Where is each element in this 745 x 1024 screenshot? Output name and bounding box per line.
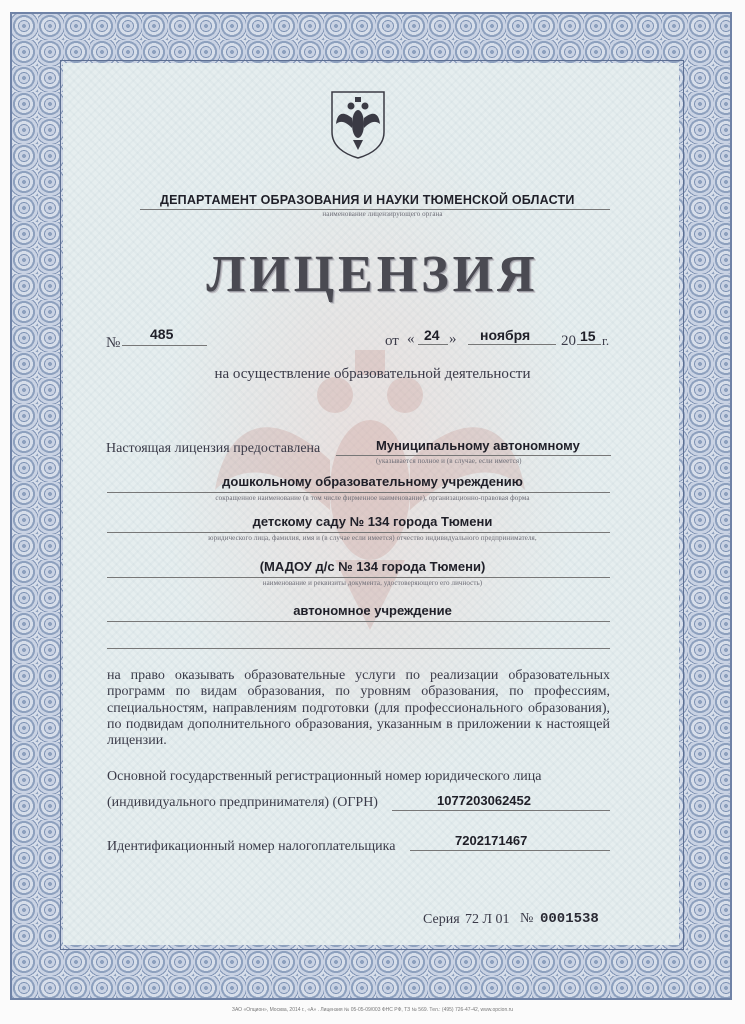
number-label: №	[106, 335, 121, 351]
series-number-label: №	[520, 911, 534, 926]
licensee-caption-3: юридического лица, фамилия, имя и (в случае если имеется) отчество индивидуального предпринимателя,	[208, 534, 537, 542]
licensee-underline-4	[107, 577, 610, 578]
quote-open: «	[407, 331, 415, 347]
licensee-caption-2: сокращенное наименование (в том числе фирменное наименование), организационно-правовая форма	[215, 494, 530, 502]
licensee-line-4: (МАДОУ д/с № 134 города Тюмени)	[259, 559, 486, 574]
licensee-line-2: дошкольному образовательному учреждению	[222, 474, 523, 489]
ogrn-underline	[392, 810, 610, 811]
licensee-line-3: детскому саду № 134 города Тюмени	[252, 514, 493, 529]
department-caption: наименование лицензирующего органа	[322, 210, 443, 218]
rights-paragraph: на право оказывать образовательные услуги по реализации образовательных программ по видам образования, по уровням образования, по профессиям, специальностям, направлениям подготовки (для профессионального образования), по подвидам дополнительного образования, указанным в приложении к настоящей лицензии.	[107, 668, 610, 749]
year-suffix: 15	[580, 328, 596, 344]
year-unit: г.	[602, 333, 610, 348]
year-underline	[577, 344, 601, 345]
date-day: 24	[424, 327, 440, 343]
series-number: 0001538	[540, 911, 599, 927]
eagle-watermark-icon	[205, 340, 535, 640]
date-from-label: от	[385, 333, 399, 349]
date-month: ноября	[480, 327, 531, 343]
licensee-underline-3	[107, 532, 610, 533]
document-title: ЛИЦЕНЗИЯ	[206, 246, 539, 303]
ogrn-label-2: (индивидуального предпринимателя) (ОГРН)	[107, 795, 378, 810]
year-prefix: 20	[561, 333, 576, 349]
series-value: 72 Л 01	[465, 912, 510, 927]
number-underline	[122, 345, 207, 346]
licensee-underline-2	[107, 492, 610, 493]
license-purpose: на осуществление образовательной деятельности	[214, 366, 531, 382]
inn-value: 7202171467	[455, 833, 528, 848]
licensee-underline-1	[336, 455, 611, 456]
series-label: Серия	[423, 912, 460, 927]
quote-close: »	[449, 331, 457, 347]
month-underline	[468, 344, 556, 345]
licensee-caption-1: (указывается полное и (в случае, если имеется)	[376, 457, 522, 465]
license-number: 485	[150, 326, 174, 342]
inn-underline	[410, 850, 610, 851]
licensee-underline-5	[107, 621, 610, 622]
licensee-line-1: Муниципальному автономному	[376, 438, 580, 453]
licensee-line-5: автономное учреждение	[293, 603, 452, 618]
granted-label: Настоящая лицензия предоставлена	[106, 441, 321, 456]
coat-of-arms-icon	[328, 88, 388, 160]
inn-label: Идентификационный номер налогоплательщика	[107, 839, 396, 854]
licensee-caption-4: наименование и реквизиты документа, удостоверяющего его личность)	[262, 579, 483, 587]
ogrn-label-1: Основной государственный регистрационный номер юридического лица	[107, 769, 542, 784]
printer-footer: ЗАО «Опцион», Москва, 2014 г., «А» . Лицензия № 05-05-09/003 ФНС РФ, ТЗ № 569. Тел.: (495) 726-47-42, www.opcion.ru	[231, 1007, 514, 1013]
day-underline	[418, 344, 448, 345]
licensee-underline-6	[107, 648, 610, 649]
department-name: ДЕПАРТАМЕНТ ОБРАЗОВАНИЯ И НАУКИ ТЮМЕНСКОЙ ОБЛАСТИ	[160, 193, 575, 207]
ogrn-value: 1077203062452	[437, 793, 531, 808]
